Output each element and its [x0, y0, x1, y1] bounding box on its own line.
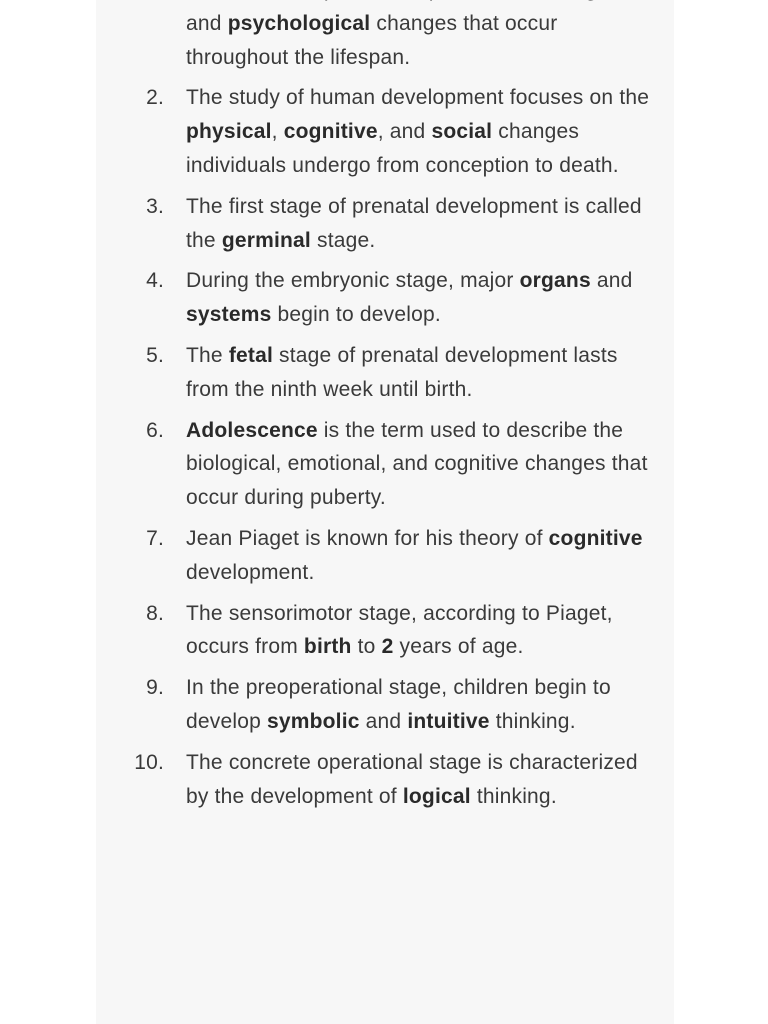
item-number: 3.	[146, 194, 164, 218]
text-part: thinking.	[470, 784, 557, 808]
item-number: 5.	[146, 343, 164, 367]
list-item	[96, 81, 674, 182]
list-item	[96, 597, 674, 665]
bold-term: 2	[381, 635, 394, 659]
text-part: and	[186, 11, 228, 35]
text-part: thinking.	[489, 709, 576, 733]
text-part: stage of prenatal development lasts from the ninth week until birth.	[186, 343, 618, 401]
item-text	[186, 86, 649, 177]
text-part: years of age.	[393, 635, 524, 659]
text-part: changes individuals undergo from conception to death.	[186, 120, 619, 177]
item-number: 9.	[146, 676, 164, 700]
document-panel	[96, 0, 674, 1024]
item-number: 8.	[146, 601, 164, 625]
bold-term: birth	[303, 635, 352, 659]
list-item	[96, 339, 674, 407]
bold-term: fetal	[228, 343, 274, 367]
item-text	[186, 269, 633, 326]
item-text	[186, 419, 648, 510]
bold-term: intuitive	[407, 709, 490, 733]
text-part: begin to develop.	[271, 303, 441, 327]
text-part: changes that occur throughout the lifespan.	[186, 11, 558, 69]
text-part	[186, 0, 534, 1]
text-part: In the preoperational stage, children begin to develop	[186, 676, 611, 733]
bold-term	[534, 0, 634, 1]
text-part: Jean Piaget is known for his theory of	[186, 526, 549, 550]
item-text	[186, 344, 618, 401]
item-text	[186, 0, 634, 69]
text-part: The concrete operational stage is characterized by the development of	[186, 750, 638, 808]
item-number: 6.	[146, 418, 164, 442]
list-item	[96, 190, 674, 258]
list-item	[96, 414, 674, 515]
item-number: 2.	[146, 86, 164, 110]
item-text	[186, 676, 611, 733]
item-text	[186, 602, 613, 659]
item-text	[186, 527, 643, 584]
bold-term: cognitive	[548, 526, 643, 550]
text-part: The first stage of prenatal development is called the	[186, 194, 642, 252]
item-text	[186, 195, 642, 252]
text-part: During the embryonic stage, major	[186, 269, 520, 293]
bold-term: psychological	[227, 11, 371, 35]
text-part: and	[359, 709, 408, 733]
item-number: 4.	[146, 269, 164, 293]
item-text	[186, 751, 638, 808]
list-item	[96, 264, 674, 332]
bold-term: symbolic	[267, 709, 360, 733]
text-part: The	[186, 343, 229, 367]
numbered-list	[96, 0, 674, 820]
bold-term: Adolescence	[186, 418, 318, 442]
text-part: , and	[377, 120, 432, 144]
bold-term: organs	[519, 269, 591, 293]
bold-term: germinal	[221, 228, 311, 252]
bold-term: logical	[402, 784, 471, 808]
list-item	[96, 671, 674, 739]
list-item	[96, 522, 674, 590]
item-number: 7.	[146, 526, 164, 550]
text-part: to	[351, 635, 382, 659]
text-part: ,	[271, 120, 284, 144]
text-part: The study of human development focuses on the	[186, 86, 650, 110]
text-part: and	[590, 269, 633, 293]
item-number: 10.	[134, 750, 164, 774]
bold-term: systems	[186, 303, 272, 327]
text-part: The sensorimotor stage, according to Piaget, occurs from	[186, 601, 613, 659]
list-item	[96, 0, 674, 74]
bold-term: cognitive	[283, 120, 378, 144]
item-number	[96, 0, 164, 7]
text-part: development.	[186, 560, 315, 584]
list-item	[96, 746, 674, 814]
text-part: stage.	[310, 228, 376, 252]
bold-term: social	[431, 120, 493, 144]
bold-term: physical	[186, 120, 272, 144]
text-part: is the term used to describe the biological, emotional, and cognitive changes that occur during puberty.	[186, 418, 648, 510]
